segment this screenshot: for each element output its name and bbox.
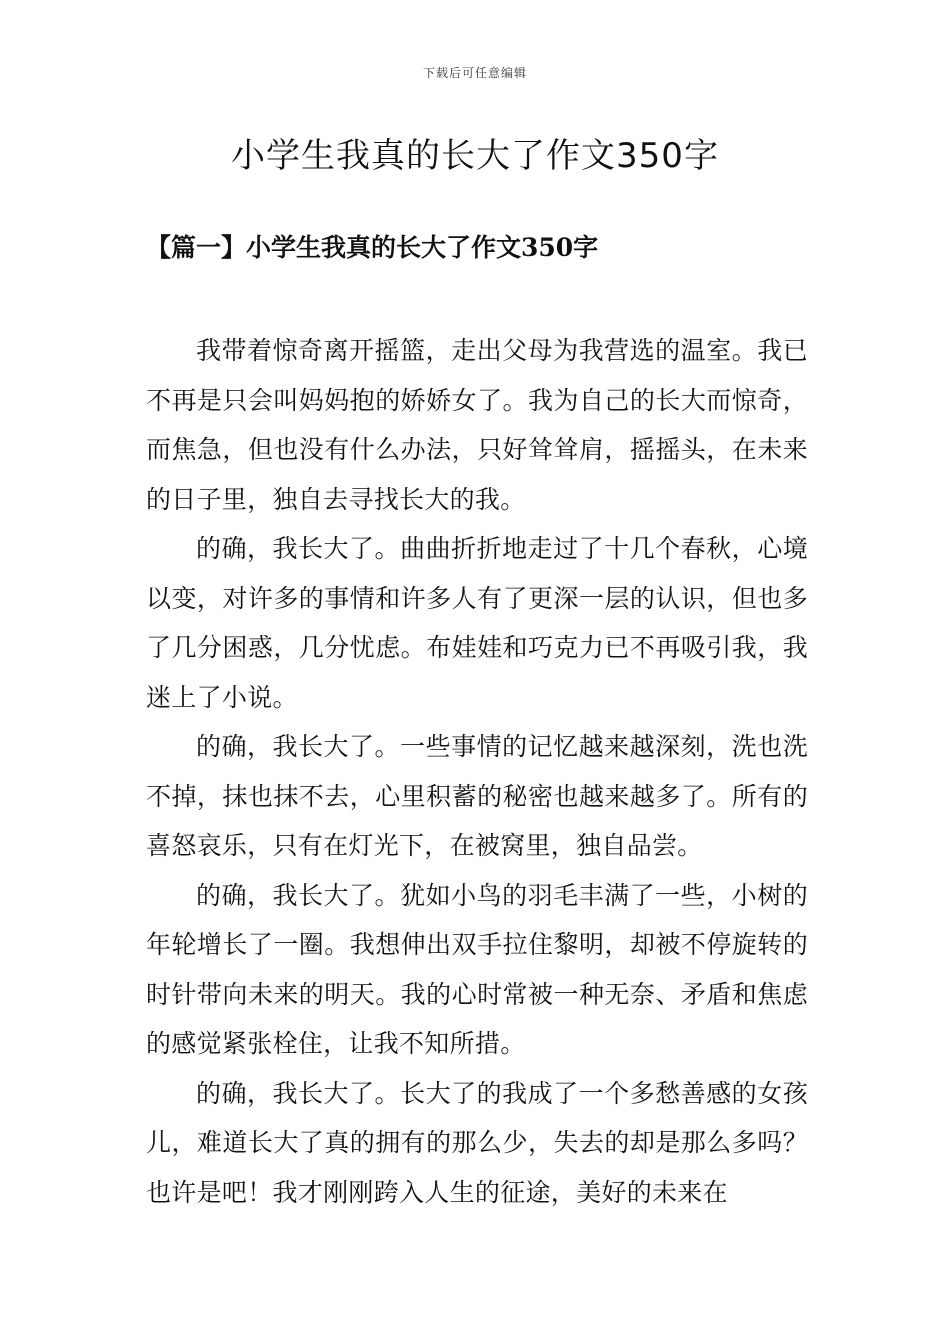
- paragraph-4: 的确，我长大了。犹如小鸟的羽毛丰满了一些，小树的年轮增长了一圈。我想伸出双手拉住黎明，却被不停旋转的时针带向未来的明天。我的心时常被一种无奈、矛盾和焦虑的感觉紧张栓住，让我不知所措。: [146, 880, 808, 1058]
- document-title: 小学生我真的长大了作文350字: [231, 136, 719, 176]
- paragraph-2: 的确，我长大了。曲曲折折地走过了十几个春秋，心境以变，对许多的事情和许多人有了更深一层的认识，但也多了几分困惑，几分忧虑。布娃娃和巧克力已不再吸引我，我迷上了小说。: [146, 534, 808, 712]
- paragraph-5: 的确，我长大了。长大了的我成了一个多愁善感的女孩儿，难道长大了真的拥有的那么少，失去的却是那么多吗？也许是吧！我才刚刚跨入人生的征途，美好的未来在: [146, 1078, 808, 1207]
- header-note: 下载后可任意编辑: [422, 66, 527, 80]
- paragraph-1: 我带着惊奇离开摇篮，走出父母为我营选的温室。我已不再是只会叫妈妈抱的娇娇女了。我为自己的长大而惊奇，而焦急，但也没有什么办法，只好耸耸肩，摇摇头，在未来的日子里，独自去寻找长大的我。: [146, 336, 808, 514]
- section-heading: 【篇一】小学生我真的长大了作文350字: [146, 233, 599, 262]
- document-body: [146, 326, 808, 1217]
- paragraph-3: 的确，我长大了。一些事情的记忆越来越深刻，洗也洗不掉，抹也抹不去，心里积蓄的秘密也越来越多了。所有的喜怒哀乐，只有在灯光下，在被窝里，独自品尝。: [146, 732, 808, 860]
